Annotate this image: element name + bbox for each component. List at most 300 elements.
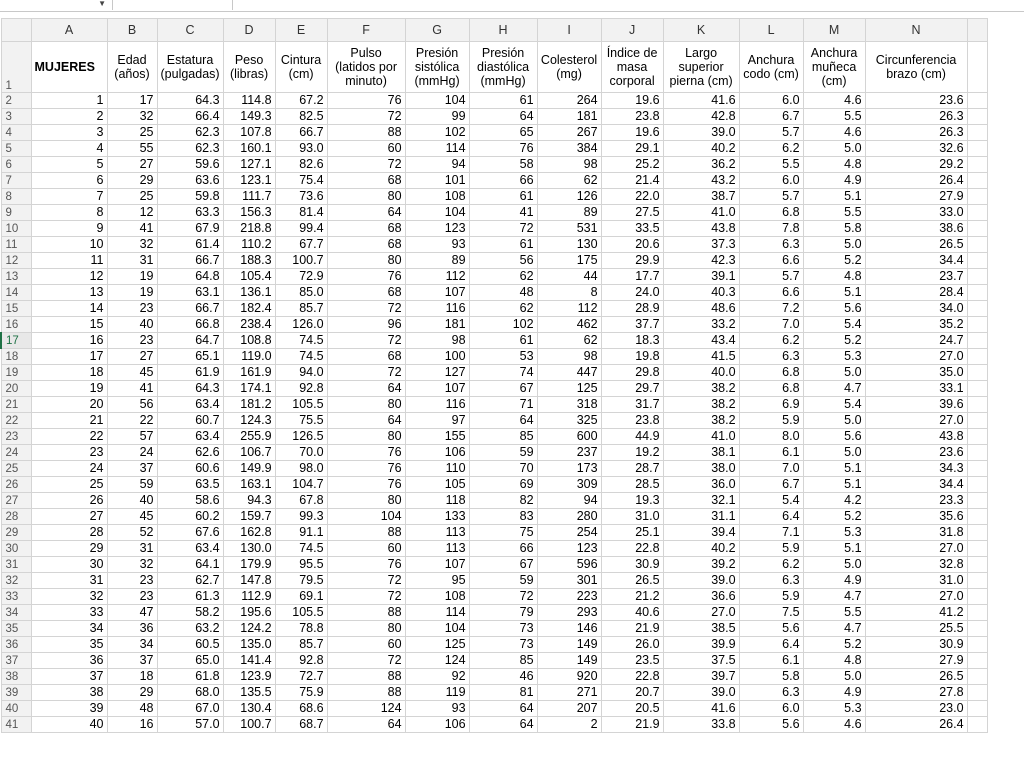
- column-header-h[interactable]: H: [469, 19, 537, 42]
- empty-cell[interactable]: [967, 605, 987, 621]
- data-cell[interactable]: 68.6: [275, 701, 327, 717]
- data-cell[interactable]: 62: [537, 333, 601, 349]
- data-cell[interactable]: 125: [405, 637, 469, 653]
- data-cell[interactable]: 4.8: [803, 157, 865, 173]
- data-cell[interactable]: 37: [107, 461, 157, 477]
- data-cell[interactable]: 99.3: [275, 509, 327, 525]
- data-cell[interactable]: 35.2: [865, 317, 967, 333]
- row-header[interactable]: 41: [1, 717, 31, 733]
- data-cell[interactable]: 31: [107, 541, 157, 557]
- data-cell[interactable]: 88: [327, 669, 405, 685]
- header-cell[interactable]: Estatura (pulgadas): [157, 42, 223, 93]
- data-cell[interactable]: 39.0: [663, 125, 739, 141]
- data-cell[interactable]: 267: [537, 125, 601, 141]
- data-cell[interactable]: 20: [31, 397, 107, 413]
- data-cell[interactable]: 5.2: [803, 637, 865, 653]
- data-cell[interactable]: 6.7: [739, 109, 803, 125]
- data-cell[interactable]: 56: [469, 253, 537, 269]
- data-cell[interactable]: 108.8: [223, 333, 275, 349]
- data-cell[interactable]: 4.6: [803, 93, 865, 109]
- data-cell[interactable]: 58.2: [157, 605, 223, 621]
- data-cell[interactable]: 39.9: [663, 637, 739, 653]
- column-header-b[interactable]: B: [107, 19, 157, 42]
- data-cell[interactable]: 28.5: [601, 477, 663, 493]
- data-cell[interactable]: 27.0: [663, 605, 739, 621]
- data-cell[interactable]: 19.2: [601, 445, 663, 461]
- data-cell[interactable]: 64: [327, 717, 405, 733]
- data-cell[interactable]: 27: [107, 157, 157, 173]
- data-cell[interactable]: 40.0: [663, 365, 739, 381]
- data-cell[interactable]: 88: [327, 685, 405, 701]
- header-cell[interactable]: Anchura muñeca (cm): [803, 42, 865, 93]
- data-cell[interactable]: 68.0: [157, 685, 223, 701]
- data-cell[interactable]: 2: [31, 109, 107, 125]
- data-cell[interactable]: 106: [405, 445, 469, 461]
- data-cell[interactable]: 29: [107, 685, 157, 701]
- data-cell[interactable]: 39.6: [865, 397, 967, 413]
- data-cell[interactable]: 179.9: [223, 557, 275, 573]
- column-header-e[interactable]: E: [275, 19, 327, 42]
- data-cell[interactable]: 141.4: [223, 653, 275, 669]
- data-cell[interactable]: 59.6: [157, 157, 223, 173]
- data-cell[interactable]: 34.0: [865, 301, 967, 317]
- data-cell[interactable]: 6.6: [739, 285, 803, 301]
- empty-cell[interactable]: [967, 717, 987, 733]
- data-cell[interactable]: 41: [107, 381, 157, 397]
- column-header-m[interactable]: M: [803, 19, 865, 42]
- data-cell[interactable]: 4.9: [803, 173, 865, 189]
- data-cell[interactable]: 33.2: [663, 317, 739, 333]
- empty-cell[interactable]: [967, 573, 987, 589]
- row-header[interactable]: 19: [1, 365, 31, 381]
- data-cell[interactable]: 27: [31, 509, 107, 525]
- data-cell[interactable]: 17: [31, 349, 107, 365]
- data-cell[interactable]: 15: [31, 317, 107, 333]
- data-cell[interactable]: 133: [405, 509, 469, 525]
- data-cell[interactable]: 64: [327, 205, 405, 221]
- data-cell[interactable]: 5.8: [803, 221, 865, 237]
- data-cell[interactable]: 7.2: [739, 301, 803, 317]
- row-header[interactable]: 15: [1, 301, 31, 317]
- data-cell[interactable]: 68: [327, 349, 405, 365]
- data-cell[interactable]: 19: [107, 269, 157, 285]
- data-cell[interactable]: 32: [107, 557, 157, 573]
- data-cell[interactable]: 23.8: [601, 413, 663, 429]
- data-cell[interactable]: 22.8: [601, 541, 663, 557]
- row-header[interactable]: 7: [1, 173, 31, 189]
- data-cell[interactable]: 23.0: [865, 701, 967, 717]
- data-cell[interactable]: 74.5: [275, 349, 327, 365]
- data-cell[interactable]: 127: [405, 365, 469, 381]
- data-cell[interactable]: 5.0: [803, 669, 865, 685]
- column-header-n[interactable]: N: [865, 19, 967, 42]
- data-cell[interactable]: 5.1: [803, 477, 865, 493]
- data-cell[interactable]: 93: [405, 237, 469, 253]
- data-cell[interactable]: 113: [405, 525, 469, 541]
- data-cell[interactable]: 60.5: [157, 637, 223, 653]
- data-cell[interactable]: 123.1: [223, 173, 275, 189]
- empty-cell[interactable]: [967, 637, 987, 653]
- data-cell[interactable]: 23.8: [601, 109, 663, 125]
- data-cell[interactable]: 27.9: [865, 653, 967, 669]
- data-cell[interactable]: 4.8: [803, 269, 865, 285]
- data-cell[interactable]: 29.8: [601, 365, 663, 381]
- data-cell[interactable]: 85.0: [275, 285, 327, 301]
- row-header[interactable]: 35: [1, 621, 31, 637]
- data-cell[interactable]: 596: [537, 557, 601, 573]
- row-header[interactable]: 26: [1, 477, 31, 493]
- data-cell[interactable]: 74.5: [275, 333, 327, 349]
- data-cell[interactable]: 6.7: [739, 477, 803, 493]
- data-cell[interactable]: 19: [107, 285, 157, 301]
- data-cell[interactable]: 6.8: [739, 205, 803, 221]
- data-cell[interactable]: 106: [405, 717, 469, 733]
- data-cell[interactable]: 32: [107, 109, 157, 125]
- data-cell[interactable]: 68.7: [275, 717, 327, 733]
- data-cell[interactable]: 85: [469, 653, 537, 669]
- data-cell[interactable]: 21.4: [601, 173, 663, 189]
- data-cell[interactable]: 72: [469, 221, 537, 237]
- data-cell[interactable]: 33.5: [601, 221, 663, 237]
- empty-cell[interactable]: [967, 125, 987, 141]
- data-cell[interactable]: 67.0: [157, 701, 223, 717]
- data-cell[interactable]: 149.3: [223, 109, 275, 125]
- data-cell[interactable]: 81: [469, 685, 537, 701]
- data-cell[interactable]: 112: [537, 301, 601, 317]
- data-cell[interactable]: 114: [405, 141, 469, 157]
- data-cell[interactable]: 31.8: [865, 525, 967, 541]
- empty-cell[interactable]: [967, 525, 987, 541]
- data-cell[interactable]: 82: [469, 493, 537, 509]
- data-cell[interactable]: 31.0: [601, 509, 663, 525]
- data-cell[interactable]: 223: [537, 589, 601, 605]
- data-cell[interactable]: 34: [107, 637, 157, 653]
- row-header[interactable]: 29: [1, 525, 31, 541]
- data-cell[interactable]: 6.9: [739, 397, 803, 413]
- data-cell[interactable]: 111.7: [223, 189, 275, 205]
- data-cell[interactable]: 5.7: [739, 189, 803, 205]
- data-cell[interactable]: 41.6: [663, 701, 739, 717]
- data-cell[interactable]: 26.3: [865, 109, 967, 125]
- data-cell[interactable]: 4.6: [803, 125, 865, 141]
- column-header-l[interactable]: L: [739, 19, 803, 42]
- data-cell[interactable]: 39.0: [663, 573, 739, 589]
- row-header[interactable]: 24: [1, 445, 31, 461]
- row-header[interactable]: 5: [1, 141, 31, 157]
- data-cell[interactable]: 27.5: [601, 205, 663, 221]
- empty-cell[interactable]: [967, 317, 987, 333]
- data-cell[interactable]: 62: [537, 173, 601, 189]
- empty-cell[interactable]: [967, 253, 987, 269]
- data-cell[interactable]: 72: [327, 109, 405, 125]
- data-cell[interactable]: 62.3: [157, 141, 223, 157]
- empty-cell[interactable]: [967, 397, 987, 413]
- empty-cell[interactable]: [967, 157, 987, 173]
- data-cell[interactable]: 82.6: [275, 157, 327, 173]
- data-cell[interactable]: 23.6: [865, 93, 967, 109]
- data-cell[interactable]: 38.2: [663, 397, 739, 413]
- data-cell[interactable]: 63.2: [157, 621, 223, 637]
- data-cell[interactable]: 25.1: [601, 525, 663, 541]
- data-cell[interactable]: 64: [469, 413, 537, 429]
- data-cell[interactable]: 60.7: [157, 413, 223, 429]
- data-cell[interactable]: 5.9: [739, 589, 803, 605]
- data-cell[interactable]: 85.7: [275, 301, 327, 317]
- row-header[interactable]: 1: [1, 42, 31, 93]
- data-cell[interactable]: 6.3: [739, 685, 803, 701]
- data-cell[interactable]: 33.8: [663, 717, 739, 733]
- data-cell[interactable]: 6.1: [739, 445, 803, 461]
- data-cell[interactable]: 116: [405, 397, 469, 413]
- data-cell[interactable]: 65.1: [157, 349, 223, 365]
- data-cell[interactable]: 18: [107, 669, 157, 685]
- row-header[interactable]: 32: [1, 573, 31, 589]
- data-cell[interactable]: 102: [405, 125, 469, 141]
- data-cell[interactable]: 30.9: [601, 557, 663, 573]
- data-cell[interactable]: 17: [107, 93, 157, 109]
- data-cell[interactable]: 72: [327, 365, 405, 381]
- data-cell[interactable]: 43.8: [663, 221, 739, 237]
- row-header[interactable]: 30: [1, 541, 31, 557]
- data-cell[interactable]: 98: [537, 349, 601, 365]
- column-header-a[interactable]: A: [31, 19, 107, 42]
- row-header[interactable]: 18: [1, 349, 31, 365]
- data-cell[interactable]: 37.5: [663, 653, 739, 669]
- data-cell[interactable]: 107: [405, 285, 469, 301]
- empty-cell[interactable]: [967, 301, 987, 317]
- data-cell[interactable]: 23: [107, 589, 157, 605]
- data-cell[interactable]: 42.8: [663, 109, 739, 125]
- data-cell[interactable]: 5.5: [803, 205, 865, 221]
- data-cell[interactable]: 5.1: [803, 461, 865, 477]
- data-cell[interactable]: 105.5: [275, 605, 327, 621]
- data-cell[interactable]: 10: [31, 237, 107, 253]
- data-cell[interactable]: 72: [327, 589, 405, 605]
- data-cell[interactable]: 318: [537, 397, 601, 413]
- data-cell[interactable]: 127.1: [223, 157, 275, 173]
- row-header[interactable]: 17: [1, 333, 31, 349]
- data-cell[interactable]: 23.3: [865, 493, 967, 509]
- data-cell[interactable]: 37: [31, 669, 107, 685]
- row-header[interactable]: 13: [1, 269, 31, 285]
- data-cell[interactable]: 98.0: [275, 461, 327, 477]
- data-cell[interactable]: 29.1: [601, 141, 663, 157]
- data-cell[interactable]: 447: [537, 365, 601, 381]
- data-cell[interactable]: 11: [31, 253, 107, 269]
- data-cell[interactable]: 5.2: [803, 253, 865, 269]
- data-cell[interactable]: 61.8: [157, 669, 223, 685]
- data-cell[interactable]: 30: [31, 557, 107, 573]
- empty-cell[interactable]: [967, 269, 987, 285]
- data-cell[interactable]: 66: [469, 173, 537, 189]
- data-cell[interactable]: 124.2: [223, 621, 275, 637]
- data-cell[interactable]: 60: [327, 637, 405, 653]
- data-cell[interactable]: 27.0: [865, 589, 967, 605]
- data-cell[interactable]: 7.0: [739, 461, 803, 477]
- data-cell[interactable]: 55: [107, 141, 157, 157]
- data-cell[interactable]: 63.1: [157, 285, 223, 301]
- data-cell[interactable]: 68: [327, 221, 405, 237]
- data-cell[interactable]: 19.6: [601, 93, 663, 109]
- data-cell[interactable]: 5.6: [803, 301, 865, 317]
- data-cell[interactable]: 88: [327, 525, 405, 541]
- data-cell[interactable]: 112.9: [223, 589, 275, 605]
- data-cell[interactable]: 28.7: [601, 461, 663, 477]
- data-cell[interactable]: 23: [107, 333, 157, 349]
- empty-cell[interactable]: [967, 669, 987, 685]
- data-cell[interactable]: 66.7: [157, 301, 223, 317]
- data-cell[interactable]: 41.6: [663, 93, 739, 109]
- row-header[interactable]: 37: [1, 653, 31, 669]
- row-header[interactable]: 16: [1, 317, 31, 333]
- data-cell[interactable]: 20.5: [601, 701, 663, 717]
- data-cell[interactable]: 4: [31, 141, 107, 157]
- data-cell[interactable]: 104: [405, 93, 469, 109]
- data-cell[interactable]: 107: [405, 381, 469, 397]
- data-cell[interactable]: 6.3: [739, 349, 803, 365]
- data-cell[interactable]: 48.6: [663, 301, 739, 317]
- data-cell[interactable]: 94.3: [223, 493, 275, 509]
- data-cell[interactable]: 73.6: [275, 189, 327, 205]
- column-header-j[interactable]: J: [601, 19, 663, 42]
- data-cell[interactable]: 75: [469, 525, 537, 541]
- empty-cell[interactable]: [967, 493, 987, 509]
- data-cell[interactable]: 5.7: [739, 269, 803, 285]
- empty-cell[interactable]: [967, 557, 987, 573]
- data-cell[interactable]: 27.0: [865, 541, 967, 557]
- data-cell[interactable]: 89: [537, 205, 601, 221]
- data-cell[interactable]: 163.1: [223, 477, 275, 493]
- data-cell[interactable]: 85.7: [275, 637, 327, 653]
- data-cell[interactable]: 62: [469, 269, 537, 285]
- data-cell[interactable]: 38.7: [663, 189, 739, 205]
- empty-cell[interactable]: [967, 93, 987, 109]
- data-cell[interactable]: 19.8: [601, 349, 663, 365]
- data-cell[interactable]: 93.0: [275, 141, 327, 157]
- data-cell[interactable]: 36.0: [663, 477, 739, 493]
- data-cell[interactable]: 92.8: [275, 381, 327, 397]
- empty-cell[interactable]: [967, 285, 987, 301]
- data-cell[interactable]: 5.0: [803, 141, 865, 157]
- data-cell[interactable]: 26.4: [865, 173, 967, 189]
- data-cell[interactable]: 26.4: [865, 717, 967, 733]
- data-cell[interactable]: 62: [469, 301, 537, 317]
- data-cell[interactable]: 89: [405, 253, 469, 269]
- data-cell[interactable]: 27.8: [865, 685, 967, 701]
- data-cell[interactable]: 14: [31, 301, 107, 317]
- data-cell[interactable]: 82.5: [275, 109, 327, 125]
- data-cell[interactable]: 69: [469, 477, 537, 493]
- data-cell[interactable]: 4.9: [803, 573, 865, 589]
- data-cell[interactable]: 57: [107, 429, 157, 445]
- data-cell[interactable]: 5.4: [739, 493, 803, 509]
- data-cell[interactable]: 61: [469, 93, 537, 109]
- data-cell[interactable]: 100.7: [223, 717, 275, 733]
- data-cell[interactable]: 20.6: [601, 237, 663, 253]
- data-cell[interactable]: 6.0: [739, 93, 803, 109]
- data-cell[interactable]: 41.0: [663, 429, 739, 445]
- data-cell[interactable]: 26.3: [865, 125, 967, 141]
- data-cell[interactable]: 5.1: [803, 189, 865, 205]
- empty-cell[interactable]: [967, 701, 987, 717]
- data-cell[interactable]: 24.7: [865, 333, 967, 349]
- data-cell[interactable]: 35: [31, 637, 107, 653]
- data-cell[interactable]: 76: [327, 269, 405, 285]
- empty-cell[interactable]: [967, 349, 987, 365]
- data-cell[interactable]: 5.4: [803, 397, 865, 413]
- data-cell[interactable]: 181: [405, 317, 469, 333]
- data-cell[interactable]: 79: [469, 605, 537, 621]
- data-cell[interactable]: 39.1: [663, 269, 739, 285]
- data-cell[interactable]: 80: [327, 429, 405, 445]
- data-cell[interactable]: 207: [537, 701, 601, 717]
- data-cell[interactable]: 159.7: [223, 509, 275, 525]
- data-cell[interactable]: 6.8: [739, 365, 803, 381]
- header-cell[interactable]: Peso (libras): [223, 42, 275, 93]
- data-cell[interactable]: 18.3: [601, 333, 663, 349]
- data-cell[interactable]: 36.6: [663, 589, 739, 605]
- data-cell[interactable]: 29: [107, 173, 157, 189]
- data-cell[interactable]: 61: [469, 333, 537, 349]
- data-cell[interactable]: 53: [469, 349, 537, 365]
- data-cell[interactable]: 83: [469, 509, 537, 525]
- data-cell[interactable]: 238.4: [223, 317, 275, 333]
- data-cell[interactable]: 39.7: [663, 669, 739, 685]
- data-cell[interactable]: 384: [537, 141, 601, 157]
- data-cell[interactable]: 23: [107, 573, 157, 589]
- data-cell[interactable]: 41.2: [865, 605, 967, 621]
- data-cell[interactable]: 22: [31, 429, 107, 445]
- data-cell[interactable]: 25: [31, 477, 107, 493]
- data-cell[interactable]: 149.9: [223, 461, 275, 477]
- data-cell[interactable]: 72.7: [275, 669, 327, 685]
- data-cell[interactable]: 39: [31, 701, 107, 717]
- data-cell[interactable]: 63.5: [157, 477, 223, 493]
- data-cell[interactable]: 60.2: [157, 509, 223, 525]
- row-header[interactable]: 4: [1, 125, 31, 141]
- data-cell[interactable]: 26: [31, 493, 107, 509]
- row-header[interactable]: 36: [1, 637, 31, 653]
- data-cell[interactable]: 26.5: [601, 573, 663, 589]
- data-cell[interactable]: 114.8: [223, 93, 275, 109]
- data-cell[interactable]: 67.8: [275, 493, 327, 509]
- data-cell[interactable]: 195.6: [223, 605, 275, 621]
- data-cell[interactable]: 325: [537, 413, 601, 429]
- data-cell[interactable]: 47: [107, 605, 157, 621]
- row-header[interactable]: 25: [1, 461, 31, 477]
- row-header[interactable]: 31: [1, 557, 31, 573]
- data-cell[interactable]: 61.9: [157, 365, 223, 381]
- data-cell[interactable]: 105: [405, 477, 469, 493]
- header-cell[interactable]: Largo superior pierna (cm): [663, 42, 739, 93]
- data-cell[interactable]: 72: [327, 157, 405, 173]
- data-cell[interactable]: 8: [31, 205, 107, 221]
- data-cell[interactable]: 37.3: [663, 237, 739, 253]
- data-cell[interactable]: 19.3: [601, 493, 663, 509]
- data-cell[interactable]: 31.0: [865, 573, 967, 589]
- data-cell[interactable]: 23.5: [601, 653, 663, 669]
- data-cell[interactable]: 65: [469, 125, 537, 141]
- data-cell[interactable]: 36: [107, 621, 157, 637]
- column-header-g[interactable]: G: [405, 19, 469, 42]
- data-cell[interactable]: 78.8: [275, 621, 327, 637]
- data-cell[interactable]: 21: [31, 413, 107, 429]
- data-cell[interactable]: 64: [469, 109, 537, 125]
- data-cell[interactable]: 62.3: [157, 125, 223, 141]
- data-cell[interactable]: 280: [537, 509, 601, 525]
- data-cell[interactable]: 33.0: [865, 205, 967, 221]
- data-cell[interactable]: 34.4: [865, 253, 967, 269]
